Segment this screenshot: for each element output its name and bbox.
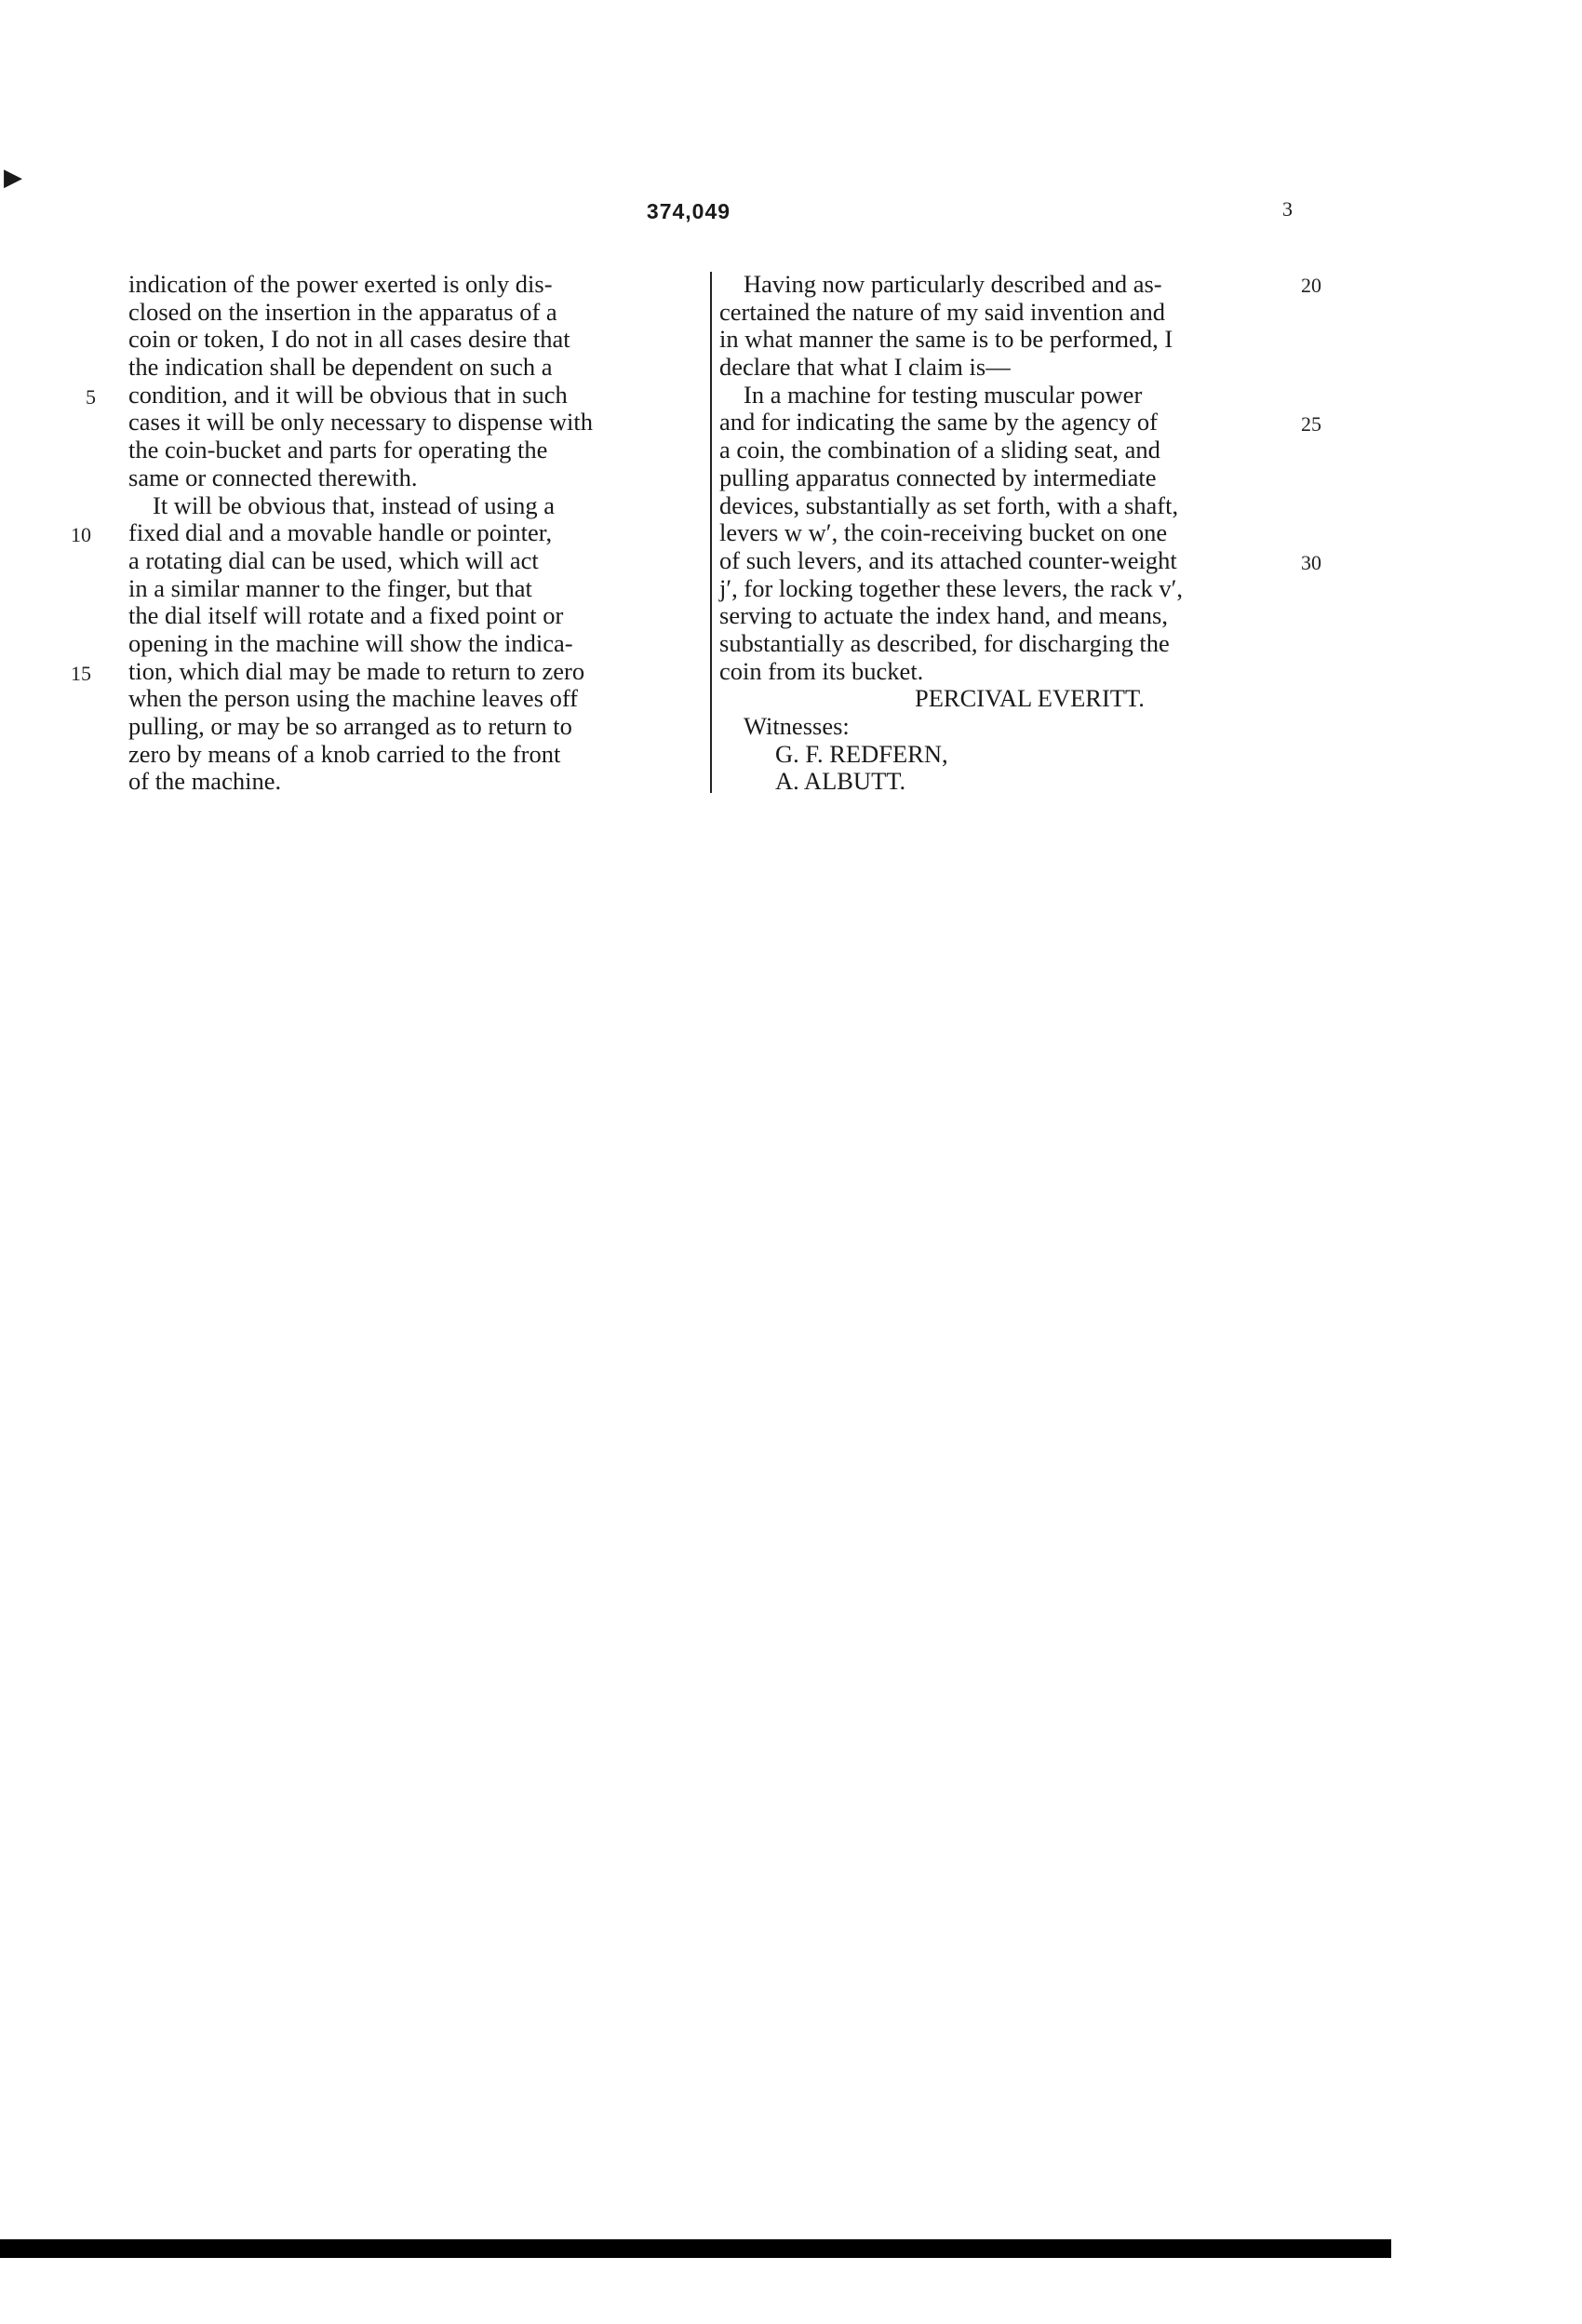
signature-line <box>719 685 1296 713</box>
claim-start: In a machine for testing muscular power <box>744 380 1143 409</box>
text-line: coin or token, I do not in all cases desire that <box>128 325 570 354</box>
line-number-25: 25 <box>1301 412 1321 436</box>
text-line: and for indicating the same by the agency of <box>719 408 1158 437</box>
scan-edge-bar <box>0 2239 1391 2258</box>
text-line: indication of the power exerted is only dis- <box>128 270 553 298</box>
column-divider <box>710 272 712 793</box>
text-line: same or connected therewith. <box>128 463 418 491</box>
witness-line <box>719 741 1296 769</box>
line-number-15: 15 <box>71 662 91 685</box>
text-line: in a similar manner to the finger, but that <box>128 573 532 602</box>
text-line: condition, and it will be obvious that in such <box>128 380 568 409</box>
witness-name: G. F. REDFERN, <box>775 739 948 768</box>
text-line: when the person using the machine leaves off <box>128 684 578 713</box>
inventor-signature: PERCIVAL EVERITT. <box>915 684 1145 713</box>
text-line: devices, substantially as set forth, with a shaft, <box>719 490 1179 519</box>
witnesses-line <box>719 713 1296 741</box>
text-line: cases it will be only necessary to dispense with <box>128 408 593 437</box>
corner-arrow-mark: ▶ <box>4 164 22 191</box>
text-line: levers w w′, the coin-receiving bucket on one <box>719 518 1168 547</box>
witness-line <box>719 768 1296 796</box>
text-line: the indication shall be dependent on such a <box>128 353 553 382</box>
text-line: the dial itself will rotate and a fixed point or <box>128 601 564 630</box>
text-line: tion, which dial may be made to return to zero <box>128 656 585 685</box>
line-number-5: 5 <box>86 385 96 409</box>
text-line: a rotating dial can be used, which will act <box>128 545 539 574</box>
line-number-30: 30 <box>1301 551 1321 574</box>
text-line <box>719 271 1296 299</box>
text-line: the coin-bucket and parts for operating the <box>128 436 548 464</box>
text-line: j′, for locking together these levers, the rack v′, <box>719 573 1183 602</box>
text-line: pulling apparatus connected by intermediate <box>719 463 1157 491</box>
text-line: in what manner the same is to be performed, I <box>719 325 1173 354</box>
text-line: substantially as described, for discharging the <box>719 628 1170 657</box>
text-line: declare that what I claim is— <box>719 353 1011 382</box>
text-line: pulling, or may be so arranged as to return to <box>128 712 572 740</box>
witnesses-label: Witnesses: <box>744 712 850 740</box>
text-line: opening in the machine will show the indica- <box>128 628 573 657</box>
paragraph-start: It will be obvious that, instead of using a <box>153 490 556 519</box>
paragraph-start: Having now particularly described and as- <box>744 270 1162 298</box>
line-number-10: 10 <box>71 523 91 546</box>
page-number: 3 <box>1282 197 1293 221</box>
text-line: of such levers, and its attached counter-weight <box>719 545 1177 574</box>
text-line: zero by means of a knob carried to the front <box>128 739 561 768</box>
text-line <box>128 492 698 520</box>
text-line: coin from its bucket. <box>719 656 924 685</box>
witness-name: A. ALBUTT. <box>775 767 906 796</box>
text-line: of the machine. <box>128 767 282 796</box>
right-column <box>719 271 1296 796</box>
text-line: a coin, the combination of a sliding seat, and <box>719 436 1160 464</box>
left-column <box>128 271 698 796</box>
text-line <box>719 382 1296 410</box>
text-line: serving to actuate the index hand, and means, <box>719 601 1168 630</box>
text-line: fixed dial and a movable handle or pointer, <box>128 518 553 547</box>
text-line: certained the nature of my said invention and <box>719 297 1166 326</box>
line-number-20: 20 <box>1301 274 1321 297</box>
patent-number: 374,049 <box>646 199 731 223</box>
text-line: closed on the insertion in the apparatus of a <box>128 297 557 326</box>
